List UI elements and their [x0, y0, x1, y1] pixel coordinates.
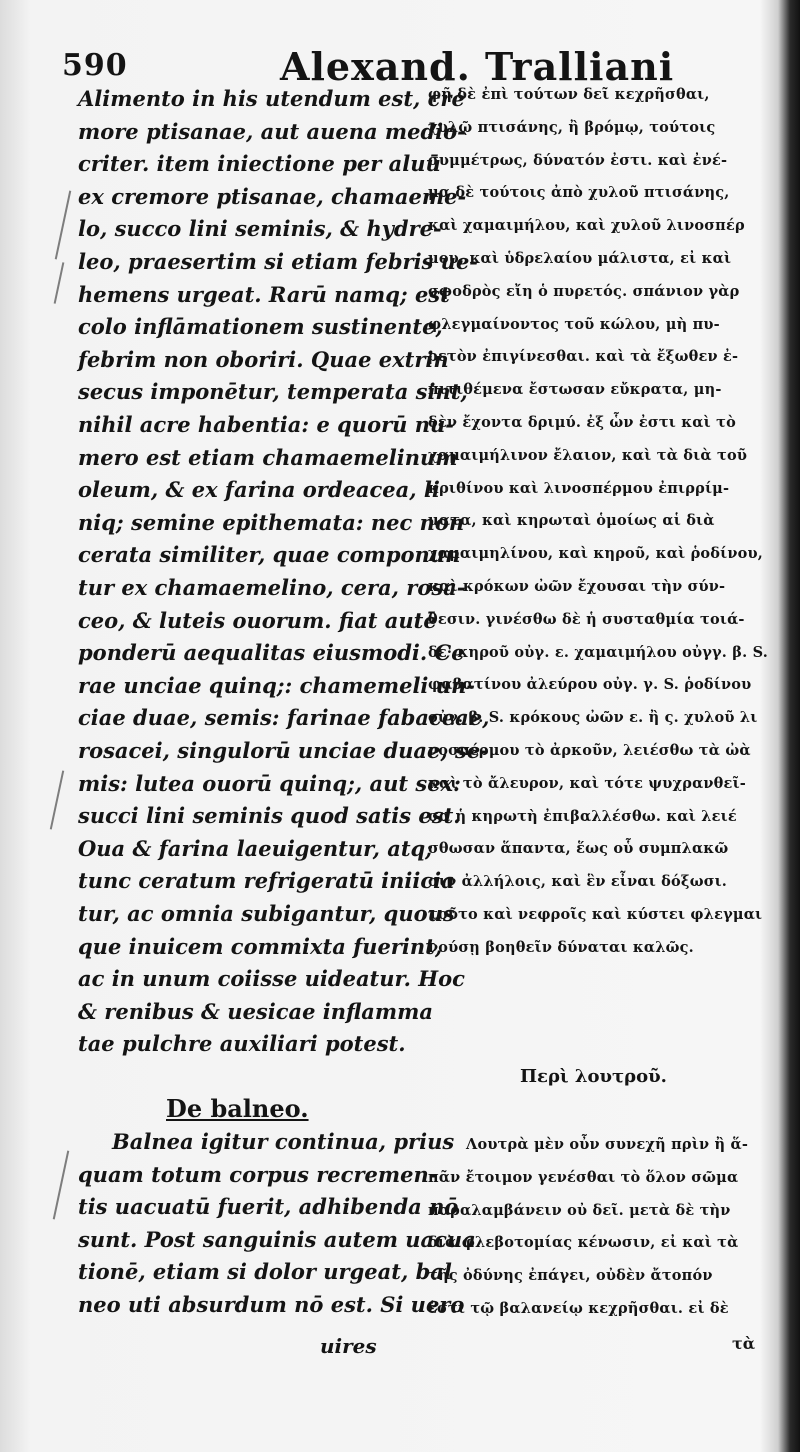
- greek-text-line: δὲν ἔχοντα δριμύ. ἐξ ὧν ἐστι καὶ τὸ: [428, 414, 736, 431]
- latin-text-line: tae pulchre auxiliari potest.: [78, 1031, 406, 1057]
- greek-text-line: τοῦτο καὶ νεφροῖς καὶ κύστει φλεγμαι: [428, 906, 763, 923]
- greek-text-line: φλεγμαίνοντος τοῦ κώλου, μὴ πυ-: [428, 315, 720, 333]
- margin-annotation-mark: [55, 191, 72, 260]
- greek-text-line: ρετὸν ἐπιγίνεσθαι. καὶ τὰ ἔξωθεν ἐ-: [428, 348, 739, 366]
- greek-text-line: χαμαιμηλίνου, καὶ κηροῦ, καὶ ῥοδίνου,: [428, 545, 764, 563]
- greek-text-line: ματα, καὶ κηρωταὶ ὁμοίως αἱ διὰ: [428, 512, 715, 530]
- margin-annotation-mark: [54, 262, 65, 303]
- latin-text-line: Oua & farina laeuigentur, atq;: [78, 835, 433, 861]
- greek-text-line: καὶ κρόκων ὠῶν ἔχουσαι τὴν σύν-: [428, 578, 726, 595]
- greek-text-line: οὐγ. β. S. κρόκους ὠῶν ε. ἢ ς. χυλοῦ λι: [428, 709, 758, 727]
- greek-text-line: δε· κηροῦ οὐγ. ε. χαμαιμήλου οὐγγ. β. S.: [428, 643, 769, 661]
- running-title: Alexand. Tralliani: [280, 44, 675, 89]
- latin-text-line: succi lini seminis quod satis est.: [78, 803, 461, 829]
- latin-catchword: uires: [320, 1334, 377, 1358]
- latin-text-line: lo, succo lini seminis, & hydre-: [78, 216, 442, 242]
- latin-text-line: Alimento in his utendum est, cre: [78, 86, 465, 111]
- latin-text-line: ex cremore ptisanae, chamaeme-: [78, 183, 467, 209]
- folio-number: 590: [62, 48, 128, 83]
- latin-text-line: colo inflāmationem sustinente,: [78, 314, 443, 340]
- latin-text-line: febrim non oboriri. Quae extrin: [78, 346, 449, 372]
- greek-text-line: θεσιν. γινέσθω δὲ ἡ συσταθμία τοιά-: [428, 610, 745, 628]
- latin-text-line: rosacei, singulorū unciae duae, se-: [78, 738, 489, 763]
- latin-text-line: ceo, & luteis ouorum. fiat autē: [78, 607, 437, 633]
- latin-text-line: oleum, & ex farina ordeacea, li: [78, 477, 440, 503]
- greek-text-line: τῆς ὀδύνης ἐπάγει, οὐδὲν ἄτοπόν: [428, 1267, 713, 1285]
- greek-text-line: μα δὲ τούτοις ἀπὸ χυλοῦ πτισάνης,: [428, 184, 730, 202]
- latin-text-line: mero est etiam chamaemelinum: [78, 444, 458, 470]
- greek-text-line: πᾶν ἔτοιμον γενέσθαι τὸ ὅλον σῶμα: [428, 1168, 739, 1186]
- latin-text-line: niq; semine epithemata: nec non: [78, 509, 465, 535]
- latin-text-line: leo, praesertim si etiam febris ue-: [78, 249, 479, 274]
- greek-catchword: τὰ: [732, 1334, 756, 1353]
- greek-text-line: διὰ φλεβοτομίας κένωσιν, εἰ καὶ τὰ: [428, 1234, 739, 1252]
- greek-text-line: καὶ χαμαιμήλου, καὶ χυλοῦ λινοσπέρ: [428, 217, 745, 235]
- greek-text-line: νούσῃ βοηθεῖν δύναται καλῶς.: [428, 938, 694, 956]
- margin-annotation-mark: [53, 1151, 70, 1220]
- greek-text-line: ἐστι τῷ βαλανείῳ κεχρῆσθαι. εἰ δὲ: [428, 1300, 729, 1317]
- greek-text-line: πιτιθέμενα ἔστωσαν εὔκρατα, μη-: [428, 381, 722, 399]
- latin-text-line: hemens urgeat. Rarū namq; est: [78, 281, 450, 307]
- greek-text-line: σα ἡ κηρωτὴ ἐπιβαλλέσθω. καὶ λειέ: [428, 807, 737, 825]
- latin-text-line: ac in unum coiisse uideatur. Hoc: [78, 966, 465, 992]
- latin-text-line: tur, ac omnia subigantur, quous: [78, 901, 455, 926]
- latin-text-line: criter. item iniectione per aluū: [78, 151, 441, 177]
- greek-text-line: παραλαμβάνειν οὐ δεῖ. μετὰ δὲ τὴν: [428, 1201, 731, 1219]
- greek-text-line: σθωσαν ἅπαντα, ἕως οὗ συμπλακῶ: [428, 840, 729, 858]
- latin-section-heading: De balneo.: [166, 1094, 309, 1123]
- greek-text-line: καὶ τὸ ἄλευρον, καὶ τότε ψυχρανθεῖ-: [428, 774, 747, 792]
- latin-text-line: sunt. Post sanguinis autem uacua: [78, 1226, 476, 1252]
- latin-text-line: rae unciae quinq;: chamemeli un-: [78, 672, 475, 698]
- latin-text-line: secus imponētur, temperata sint,: [78, 379, 468, 405]
- greek-text-line: φαβατίνου ἀλεύρου οὐγ. γ. S. ῥοδίνου: [428, 676, 752, 694]
- latin-text-line: tur ex chamaemelino, cera, rosa-: [78, 575, 466, 600]
- latin-text-line: nihil acre habentia: e quorū nu-: [78, 412, 454, 437]
- greek-text-line: φῇ δὲ ἐπὶ τούτων δεῖ κεχρῆσθαι,: [428, 86, 710, 103]
- greek-text-line: συμμέτρως, δύνατόν ἐστι. καὶ ἐνέ-: [428, 151, 728, 169]
- latin-text-line: que inuicem commixta fuerint,: [78, 933, 443, 959]
- latin-text-line: more ptisanae, aut auena medio-: [78, 118, 466, 144]
- greek-text-line: χαμαιμήλινον ἔλαιον, καὶ τὰ διὰ τοῦ: [428, 446, 748, 464]
- latin-text-line: ponderū aequalitas eiusmodi. Ce: [78, 640, 465, 666]
- latin-text-line: quam totum corpus recremen-: [78, 1161, 438, 1187]
- latin-text-line: & renibus & uesicae inflamma: [78, 998, 433, 1024]
- latin-text-line: neo uti absurdum nō est. Si uero: [78, 1292, 465, 1317]
- latin-text-line: cerata similiter, quae componun: [78, 542, 461, 568]
- greek-text-line: Λουτρὰ μὲν οὖν συνεχῆ πρὶν ἢ ἅ-: [466, 1136, 749, 1153]
- latin-text-line: tis uacuatū fuerit, adhibenda nō: [78, 1194, 459, 1220]
- greek-section-heading: Περὶ λουτροῦ.: [520, 1066, 667, 1087]
- margin-annotation-mark: [50, 770, 64, 829]
- latin-text-line: ciae duae, semis: farinae fabaceae,: [78, 705, 490, 731]
- greek-text-line: σιν ἀλλήλοις, καὶ ἓν εἶναι δόξωσι.: [428, 873, 728, 891]
- greek-text-line: μου, καὶ ὑδρελαίου μάλιστα, εἰ καὶ: [428, 250, 732, 267]
- latin-text-line: Balnea igitur continua, prius: [112, 1129, 455, 1154]
- greek-text-line: χυλῷ πτισάνης, ἢ βρόμῳ, τούτοις: [428, 118, 716, 136]
- latin-text-line: tunc ceratum refrigeratū iniicia: [78, 868, 455, 894]
- greek-text-line: κριθίνου καὶ λινοσπέρμου ἐπιρρίμ-: [428, 479, 730, 497]
- latin-text-line: tionē, etiam si dolor urgeat, bal: [78, 1259, 452, 1285]
- greek-text-line: νοσπέρμου τὸ ἀρκοῦν, λειέσθω τὰ ὠὰ: [428, 742, 751, 759]
- latin-text-line: mis: lutea ouorū quinq;, aut sex:: [78, 770, 461, 796]
- greek-text-line: σφοδρὸς εἴη ὁ πυρετός. σπάνιον γὰρ: [428, 282, 740, 300]
